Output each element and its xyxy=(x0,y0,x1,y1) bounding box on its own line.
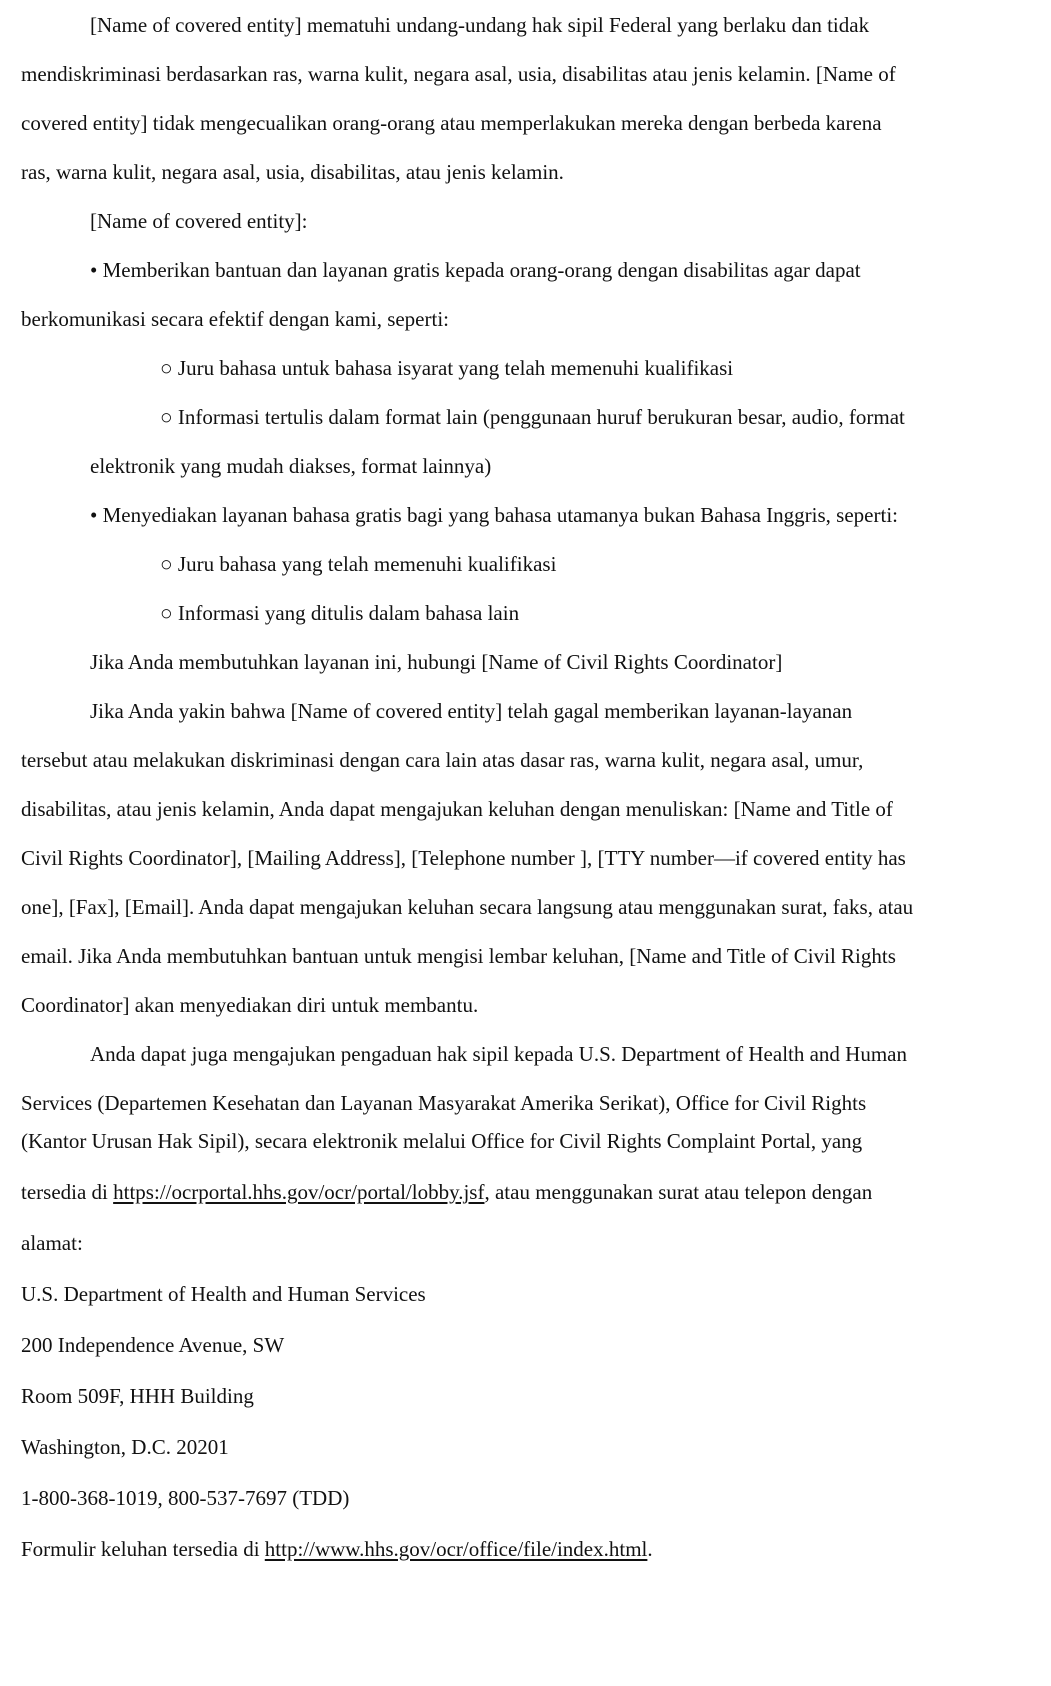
address-line-4: Washington, D.C. 20201 xyxy=(21,1435,229,1459)
bullet-2-sub-item-2: ○ Informasi yang ditulis dalam bahasa lain xyxy=(160,601,520,625)
ocr-portal-link[interactable]: https://ocrportal.hhs.gov/ocr/portal/lobby.jsf xyxy=(113,1180,485,1204)
paragraph-3-line-1: Anda dapat juga mengajukan pengaduan hak sipil kepada U.S. Department of Health and Human xyxy=(90,1042,908,1066)
complaint-form-link[interactable]: http://www.hhs.gov/ocr/office/file/index.html xyxy=(264,1537,648,1561)
paragraph-2-line-5: one], [Fax], [Email]. Anda dapat mengajukan keluhan secara langsung atau menggunakan surat, faks, atau xyxy=(21,895,914,919)
bullet-1-line-2: berkomunikasi secara efektif dengan kami, seperti: xyxy=(21,307,449,331)
paragraph-1-line-4: ras, warna kulit, negara asal, usia, disabilitas, atau jenis kelamin. xyxy=(21,160,564,184)
paragraph-2-line-1: Jika Anda yakin bahwa [Name of covered entity] telah gagal memberikan layanan-layanan xyxy=(90,699,853,723)
complaint-form-line xyxy=(21,1536,653,1562)
address-line-2: 200 Independence Avenue, SW xyxy=(21,1333,285,1357)
paragraph-2-line-2: tersebut atau melakukan diskriminasi dengan cara lain atas dasar ras, warna kulit, negara asal, umur, xyxy=(21,748,864,772)
paragraph-2-line-3: disabilitas, atau jenis kelamin, Anda dapat mengajukan keluhan dengan menuliskan: [Name and Title of xyxy=(21,797,893,821)
paragraph-3-line-4 xyxy=(21,1179,872,1205)
bullet-1-sub-item-2-line-2: elektronik yang mudah diakses, format lainnya) xyxy=(90,454,492,478)
bullet-1-line-1: • Memberikan bantuan dan layanan gratis kepada orang-orang dengan disabilitas agar dapat xyxy=(90,258,861,282)
paragraph-3-line-4-suffix: , atau menggunakan surat atau telepon dengan xyxy=(484,1180,873,1204)
paragraph-3-line-4-prefix: tersedia di xyxy=(21,1180,114,1204)
paragraph-2-line-7: Coordinator] akan menyediakan diri untuk membantu. xyxy=(21,993,479,1017)
paragraph-3-line-5: alamat: xyxy=(21,1231,83,1255)
phone-numbers: 1-800-368-1019, 800-537-7697 (TDD) xyxy=(21,1486,350,1510)
address-line-3: Room 509F, HHH Building xyxy=(21,1384,254,1408)
address-line-1: U.S. Department of Health and Human Services xyxy=(21,1282,426,1306)
paragraph-1-line-1: [Name of covered entity] mematuhi undang-undang hak sipil Federal yang berlaku dan tidak xyxy=(90,13,870,37)
paragraph-3-line-3: (Kantor Urusan Hak Sipil), secara elektronik melalui Office for Civil Rights Complaint Portal, yang xyxy=(21,1129,863,1153)
bullet-1-sub-item-1: ○ Juru bahasa untuk bahasa isyarat yang telah memenuhi kualifikasi xyxy=(160,356,734,380)
paragraph-1-line-2: mendiskriminasi berdasarkan ras, warna kulit, negara asal, usia, disabilitas atau jenis kelamin. [Name of xyxy=(21,62,896,86)
entity-heading: [Name of covered entity]: xyxy=(90,209,308,233)
bullet-2-line-1: • Menyediakan layanan bahasa gratis bagi yang bahasa utamanya bukan Bahasa Inggris, seperti: xyxy=(90,503,898,527)
bullet-2-sub-item-1: ○ Juru bahasa yang telah memenuhi kualifikasi xyxy=(160,552,557,576)
paragraph-2-line-6: email. Jika Anda membutuhkan bantuan untuk mengisi lembar keluhan, [Name and Title of Civil Rights xyxy=(21,944,896,968)
complaint-form-prefix: Formulir keluhan tersedia di xyxy=(21,1537,265,1561)
contact-line: Jika Anda membutuhkan layanan ini, hubungi [Name of Civil Rights Coordinator] xyxy=(90,650,783,674)
paragraph-2-line-4: Civil Rights Coordinator], [Mailing Address], [Telephone number ], [TTY number—if covered entity has xyxy=(21,846,906,870)
paragraph-3-line-2: Services (Departemen Kesehatan dan Layanan Masyarakat Amerika Serikat), Office for Civil Rights xyxy=(21,1091,867,1115)
paragraph-1-line-3: covered entity] tidak mengecualikan orang-orang atau memperlakukan mereka dengan berbeda karena xyxy=(21,111,882,135)
complaint-form-suffix: . xyxy=(647,1537,653,1561)
bullet-1-sub-item-2-line-1: ○ Informasi tertulis dalam format lain (penggunaan huruf berukuran besar, audio, format xyxy=(160,405,905,429)
